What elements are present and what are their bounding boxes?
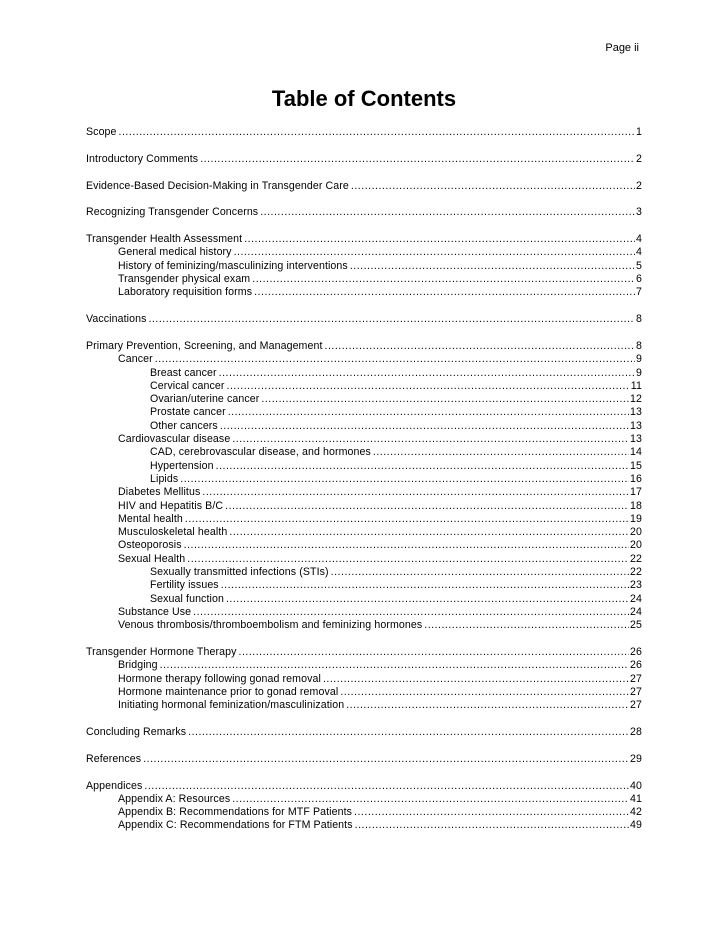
- toc-entry-sexual-function[interactable]: [86, 593, 642, 606]
- toc-entry-text: Bridging: [118, 659, 158, 672]
- toc-entry-appendix-c[interactable]: [86, 819, 642, 832]
- toc-entry-text: Other cancers: [150, 419, 218, 432]
- toc-entry-appendix-b[interactable]: [86, 806, 642, 819]
- toc-entry-bridging[interactable]: [86, 659, 642, 672]
- toc-entry-text: Laboratory requisition forms: [118, 286, 253, 299]
- toc-entry-page: 7: [636, 286, 642, 299]
- toc-entry-health-assessment[interactable]: [86, 233, 642, 246]
- toc-entry-text: Ovarian/uterine cancer: [150, 393, 260, 406]
- toc-entry-recognizing-concerns[interactable]: [86, 206, 642, 219]
- toc-entry-text: References: [86, 752, 142, 765]
- toc-entry-page: 5: [636, 259, 642, 272]
- toc-entry-page: 8: [636, 313, 642, 326]
- toc-entry-page: 18: [630, 499, 642, 512]
- dot-leader: [144, 780, 629, 793]
- toc-entry-venous-thrombosis[interactable]: [86, 619, 642, 632]
- toc-entry-text: Evidence-Based Decision-Making in Transgender Care: [86, 179, 349, 192]
- dot-leader: [260, 206, 635, 219]
- toc-entry-text: Sexually transmitted infections (STIs): [150, 566, 329, 579]
- page-title: Table of Contents: [271, 86, 457, 111]
- dot-leader: [219, 367, 635, 380]
- toc-entry-cad[interactable]: [86, 446, 642, 459]
- toc-entry-scope[interactable]: [86, 126, 642, 139]
- toc-entry-page: 29: [630, 752, 642, 765]
- toc-entry-text: Osteoporosis: [118, 539, 182, 552]
- dot-leader: [323, 673, 629, 686]
- toc-entry-text: Recognizing Transgender Concerns: [86, 206, 259, 219]
- toc-entry-hormone-therapy[interactable]: [86, 646, 642, 659]
- toc-entry-cervical-cancer[interactable]: [86, 380, 642, 393]
- toc-entry-stis[interactable]: [86, 566, 642, 579]
- dot-leader: [346, 699, 629, 712]
- toc-entry-page: 25: [630, 619, 642, 632]
- dot-leader: [187, 553, 629, 566]
- toc-entry-page: 13: [630, 433, 642, 446]
- toc-entry-page: 27: [630, 699, 642, 712]
- toc-entry-text: Transgender Hormone Therapy: [86, 646, 237, 658]
- toc-entry-page: 8: [636, 339, 642, 352]
- toc-entry-text: Introductory Comments: [86, 152, 199, 165]
- toc-entry-page: 49: [630, 819, 642, 832]
- toc-entry-text: HIV and Hepatitis B/C: [118, 499, 224, 512]
- toc-entry-page: 4: [636, 233, 642, 246]
- toc-entry-breast-cancer[interactable]: [86, 367, 642, 380]
- toc-entry-other-cancers[interactable]: [86, 420, 642, 433]
- toc-entry-text: Diabetes Mellitus: [118, 486, 201, 499]
- toc-entry-text: Mental health: [118, 512, 183, 525]
- toc-entry-page: 13: [630, 406, 642, 419]
- toc-entry-mental-health[interactable]: [86, 513, 642, 526]
- toc-entry-introductory-comments[interactable]: [86, 153, 642, 166]
- toc-entry-appendices[interactable]: [86, 780, 642, 793]
- toc-entry-primary-prevention[interactable]: [86, 340, 642, 353]
- toc-entry-page: 9: [636, 353, 642, 366]
- toc-entry-text: Sexual function: [150, 592, 224, 605]
- toc-entry-vaccinations[interactable]: [86, 313, 642, 326]
- dot-leader: [351, 180, 635, 193]
- toc-entry-text: Hypertension: [150, 459, 214, 472]
- dot-leader: [119, 126, 635, 139]
- toc-entry-text: Cervical cancer: [150, 379, 225, 392]
- toc-entry-page: 14: [630, 446, 642, 459]
- dot-leader: [261, 393, 629, 406]
- toc-entry-text: Hormone therapy following gonad removal: [118, 672, 321, 685]
- toc-entry-page: 23: [630, 579, 642, 592]
- dot-leader: [143, 753, 629, 766]
- toc-entry-prior-gonad-removal[interactable]: [86, 686, 642, 699]
- dot-leader: [200, 153, 635, 166]
- toc-entry-physical-exam[interactable]: [86, 273, 642, 286]
- toc-entry-page: 13: [630, 419, 642, 432]
- toc-entry-page: 22: [630, 566, 642, 579]
- toc-entry-page: 2: [636, 179, 642, 192]
- dot-leader: [229, 526, 629, 539]
- toc-entry-following-gonad-removal[interactable]: [86, 673, 642, 686]
- dot-leader: [232, 793, 629, 806]
- toc-entry-musculoskeletal[interactable]: [86, 526, 642, 539]
- toc-entry-text: History of feminizing/masculinizing interventions: [118, 259, 348, 272]
- dot-leader: [252, 273, 635, 286]
- toc-entry-page: 17: [630, 486, 642, 499]
- toc-entry-evidence-based[interactable]: [86, 180, 642, 193]
- toc-entry-page: 41: [630, 792, 642, 805]
- toc-entry-text: Primary Prevention, Screening, and Management: [86, 339, 323, 352]
- toc-entry-page: 24: [630, 592, 642, 605]
- toc-entry-cancer[interactable]: [86, 353, 642, 366]
- toc-entry-page: 27: [630, 685, 642, 698]
- dot-leader: [228, 406, 629, 419]
- dot-leader: [350, 260, 635, 273]
- toc-entry-page: 26: [630, 646, 642, 658]
- toc-entry-page: 20: [630, 526, 642, 539]
- dot-leader: [148, 313, 635, 326]
- toc-entry-text: Appendix C: Recommendations for FTM Patients: [118, 819, 353, 832]
- dot-leader: [226, 593, 629, 606]
- toc-entry-page: 42: [630, 806, 642, 819]
- dot-leader: [188, 726, 629, 739]
- dot-leader: [225, 500, 629, 513]
- toc-entry-page: 4: [636, 246, 642, 259]
- dot-leader: [340, 686, 629, 699]
- toc-entry-prostate-cancer[interactable]: [86, 406, 642, 419]
- toc-entry-text: Appendix B: Recommendations for MTF Patients: [118, 806, 353, 819]
- dot-leader: [254, 286, 635, 299]
- dot-leader: [160, 659, 629, 672]
- toc-entry-text: General medical history: [118, 246, 232, 259]
- toc-entry-initiating-feminization[interactable]: [86, 699, 642, 712]
- dot-leader: [355, 819, 629, 832]
- toc-entry-medical-history[interactable]: [86, 246, 642, 259]
- table-of-contents: [86, 126, 642, 833]
- dot-leader: [325, 340, 635, 353]
- toc-entry-text: Initiating hormonal feminization/masculinization: [118, 699, 345, 712]
- dot-leader: [354, 806, 629, 819]
- toc-entry-text: Cancer: [118, 353, 153, 366]
- toc-entry-hiv-hepatitis[interactable]: [86, 500, 642, 513]
- dot-leader: [221, 579, 629, 592]
- dot-leader: [244, 233, 635, 246]
- toc-entry-text: Sexual Health: [118, 552, 186, 565]
- toc-entry-text: Vaccinations: [86, 313, 147, 326]
- toc-entry-text: Appendix A: Resources: [118, 792, 231, 805]
- toc-entry-page: 11: [630, 379, 642, 392]
- toc-entry-text: Appendices: [86, 779, 143, 792]
- toc-entry-interventions-history[interactable]: [86, 260, 642, 273]
- dot-leader: [373, 446, 629, 459]
- dot-leader: [185, 513, 629, 526]
- toc-entry-fertility[interactable]: [86, 579, 642, 592]
- dot-leader: [193, 606, 629, 619]
- dot-leader: [202, 486, 629, 499]
- toc-entry-text: Cardiovascular disease: [118, 433, 231, 446]
- dot-leader: [184, 539, 629, 552]
- toc-entry-text: Scope: [86, 126, 117, 138]
- toc-entry-references[interactable]: [86, 753, 642, 766]
- toc-entry-text: Lipids: [150, 472, 179, 485]
- toc-entry-text: Prostate cancer: [150, 406, 226, 419]
- dot-leader: [216, 460, 629, 473]
- toc-entry-page: 20: [630, 539, 642, 552]
- toc-entry-page: 19: [630, 512, 642, 525]
- dot-leader: [227, 380, 630, 393]
- toc-entry-text: Concluding Remarks: [86, 725, 187, 738]
- toc-entry-page: 40: [630, 779, 642, 792]
- dot-leader: [232, 433, 629, 446]
- page-number: Page ii: [605, 42, 639, 54]
- toc-entry-page: 24: [630, 605, 642, 618]
- dot-leader: [220, 420, 629, 433]
- toc-entry-text: Breast cancer: [150, 366, 217, 379]
- dot-leader: [239, 646, 630, 659]
- toc-entry-text: Hormone maintenance prior to gonad removal: [118, 685, 339, 698]
- toc-entry-page: 1: [636, 126, 642, 138]
- dot-leader: [331, 566, 629, 579]
- dot-leader: [155, 353, 635, 366]
- toc-entry-cardiovascular[interactable]: [86, 433, 642, 446]
- toc-entry-concluding-remarks[interactable]: [86, 726, 642, 739]
- toc-entry-page: 28: [630, 725, 642, 738]
- toc-entry-text: Substance Use: [118, 605, 192, 618]
- toc-entry-hypertension[interactable]: [86, 460, 642, 473]
- toc-entry-page: 16: [630, 472, 642, 485]
- toc-entry-text: Transgender physical exam: [118, 273, 251, 286]
- toc-entry-substance-use[interactable]: [86, 606, 642, 619]
- toc-entry-page: 3: [636, 206, 642, 219]
- toc-entry-page: 9: [636, 366, 642, 379]
- toc-entry-osteoporosis[interactable]: [86, 539, 642, 552]
- toc-entry-text: Fertility issues: [150, 579, 219, 592]
- toc-entry-page: 22: [630, 552, 642, 565]
- toc-entry-sexual-health[interactable]: [86, 553, 642, 566]
- dot-leader: [180, 473, 629, 486]
- toc-entry-page: 26: [630, 659, 642, 672]
- toc-entry-page: 2: [636, 152, 642, 165]
- dot-leader: [424, 619, 629, 632]
- toc-entry-diabetes[interactable]: [86, 486, 642, 499]
- toc-entry-text: Venous thrombosis/thromboembolism and feminizing hormones: [118, 619, 423, 632]
- toc-entry-page: 6: [636, 273, 642, 286]
- toc-entry-page: 27: [630, 672, 642, 685]
- toc-entry-page: 12: [630, 393, 642, 406]
- toc-entry-text: Transgender Health Assessment: [86, 233, 243, 246]
- toc-entry-ovarian-cancer[interactable]: [86, 393, 642, 406]
- toc-entry-text: CAD, cerebrovascular disease, and hormones: [150, 446, 371, 459]
- dot-leader: [234, 246, 635, 259]
- toc-entry-lipids[interactable]: [86, 473, 642, 486]
- toc-entry-page: 15: [630, 459, 642, 472]
- toc-entry-lab-forms[interactable]: [86, 286, 642, 299]
- toc-entry-text: Musculoskeletal health: [118, 526, 228, 539]
- toc-entry-appendix-a[interactable]: [86, 793, 642, 806]
